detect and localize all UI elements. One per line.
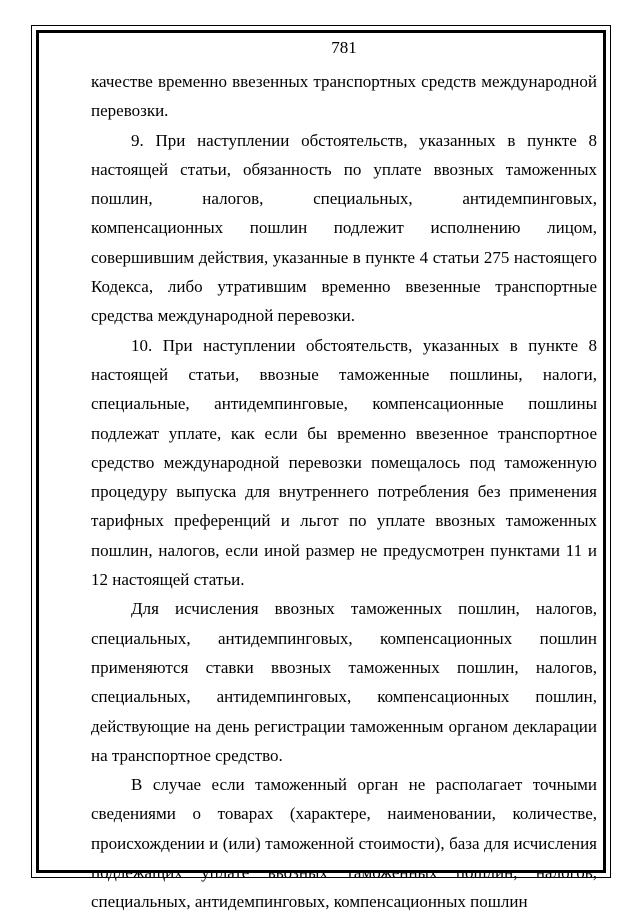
document-page [91,36,597,917]
paragraph-continuation: качестве временно ввезенных транспортных средств международной перевозки. [91,72,597,121]
document-body [91,67,597,917]
paragraph-item-9: 9. При наступлении обстоятельств, указанных в пункте 8 настоящей статьи, обязанность по уплате ввозных таможенных пошлин, налогов, специальных, антидемпинговых, компенсационных пошлин подлежит исполнению лицом, совершившим действия, указанные в пункте 4 статьи 275 настоящего Кодекса, либо утратившим временно ввезенные транспортные средства международной перевозки. [91,130,597,326]
paragraph-base: В случае если таможенный орган не располагает точными сведениями о товарах (характере, наименовании, количестве, происхождении и (или) таможенной стоимости), база для исчисления подлежащих уплате ввозных таможенных пошлин, налогов, специальных, антидемпинговых, компенсационных пошлин [91,775,597,912]
paragraph-rates: Для исчисления ввозных таможенных пошлин, налогов, специальных, антидемпинговых, компенсационных пошлин применяются ставки ввозных таможенных пошлин, налогов, специальных, антидемпинговых, компенсационных пошлин, действующие на день регистрации таможенным органом декларации на транспортное средство. [91,599,597,765]
paragraph-item-10: 10. При наступлении обстоятельств, указанных в пункте 8 настоящей статьи, ввозные таможенные пошлины, налоги, специальные, антидемпинговые, компенсационные пошлины подлежат уплате, как если бы временно ввезенное транспортное средство международной перевозки помещалось под таможенную процедуру выпуска для внутреннего потребления без применения тарифных преференций и льгот по уплате ввозных таможенных пошлин, налогов, если иной размер не предусмотрен пунктами 11 и 12 настоящей статьи. [91,335,597,590]
page-number: 781 [331,38,357,57]
